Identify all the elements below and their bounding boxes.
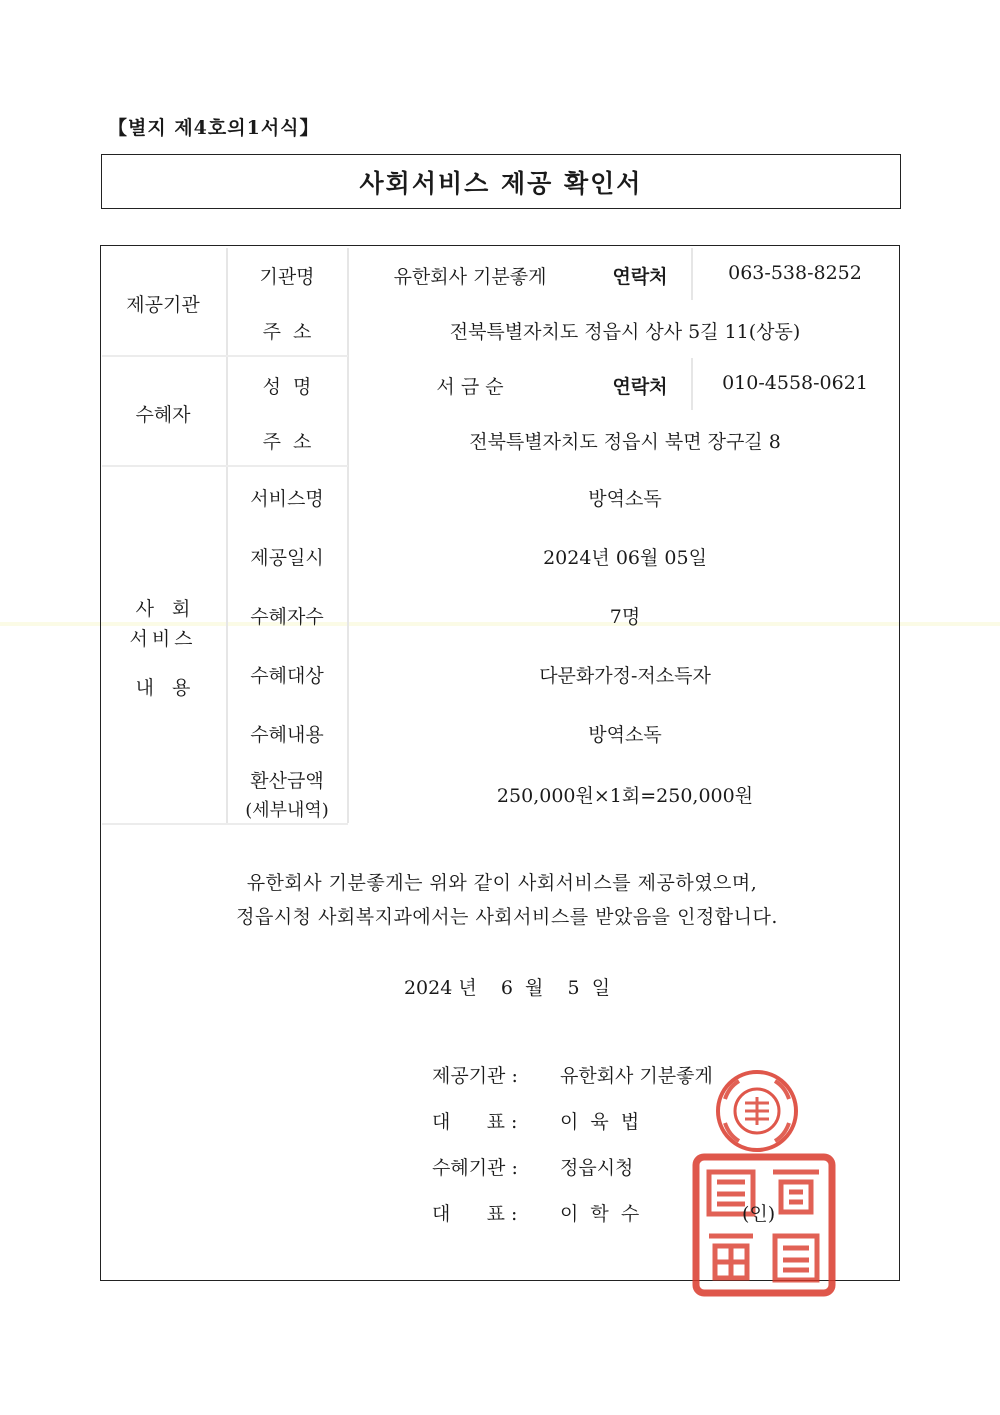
service-row-value: 7명 [609,606,641,628]
service-row-label: 수혜내용 [250,724,324,746]
provider-name-value: 유한회사 기분좋게 [393,266,547,288]
recipient-contact-label: 연락처 [612,376,668,398]
provider-contact-label: 연락처 [612,266,668,288]
recipient-address-value: 전북특별자치도 정읍시 북면 장구길 8 [469,431,781,453]
column-divider-2 [347,248,349,823]
seal-mark: (인) [742,1203,776,1225]
service-section-label-line3: 내 용 [135,677,191,699]
signature-label: 수혜기관 : [432,1157,518,1179]
recipient-address-label: 주 소 [262,431,312,453]
signature-value: 이 육 법 [560,1111,640,1133]
statement-line-2: 정읍시청 사회복지과에서는 사회서비스를 받았음을 인정합니다. [236,906,778,928]
signature-label: 대 표 : [432,1203,518,1225]
recipient-contact-value: 010-4558-0621 [722,372,868,394]
title-box [101,154,901,209]
recipient-section-label: 수혜자 [135,404,191,426]
service-row-value: 다문화가정-저소득자 [539,665,711,687]
signature-label: 제공기관 : [432,1065,518,1087]
provider-name-label: 기관명 [259,266,315,288]
signature-value: 이 학 수 [560,1203,640,1225]
signature-value: 유한회사 기분좋게 [560,1065,713,1087]
row-divider-1 [102,355,348,357]
form-number-label: 【별지 제4호의1서식】 [108,117,320,139]
column-divider-1 [226,248,228,823]
service-section-label-line1: 사 회 [135,598,191,620]
provider-address-label: 주 소 [262,321,312,343]
column-divider-4 [691,358,693,410]
recipient-name-value: 서 금 순 [436,376,504,398]
provider-address-value: 전북특별자치도 정읍시 상사 5길 11(상동) [449,321,801,343]
service-row-label: 서비스명 [250,488,324,510]
signature-value: 정읍시청 [560,1157,634,1179]
service-row-value: 방역소독 [588,488,662,510]
provider-contact-value: 063-538-8252 [728,262,862,284]
recipient-name-label: 성 명 [262,376,312,398]
service-row-value: 2024년 06월 05일 [543,547,707,569]
service-row-value: 방역소독 [588,724,662,746]
statement-line-1: 유한회사 기분좋게는 위와 같이 사회서비스를 제공하였으며, [246,872,758,894]
row-divider-3 [102,823,348,825]
document-title: 사회서비스 제공 확인서 [359,168,643,198]
amount-label: 환산금액 [250,770,324,792]
column-divider-3 [691,248,693,300]
row-divider-2 [102,465,348,467]
service-row-label: 수혜대상 [250,665,324,687]
service-row-label: 수혜자수 [250,606,324,628]
company-seal-icon [715,1069,799,1153]
signature-label: 대 표 : [432,1111,518,1133]
service-row-label: 제공일시 [250,547,324,569]
issue-date: 2024 년 6 월 5 일 [403,977,611,999]
service-section-label-line2: 서비스 [129,628,197,650]
provider-section-label: 제공기관 [126,294,200,316]
amount-sublabel: (세부내역) [245,800,329,821]
amount-value: 250,000원×1회=250,000원 [496,785,754,807]
